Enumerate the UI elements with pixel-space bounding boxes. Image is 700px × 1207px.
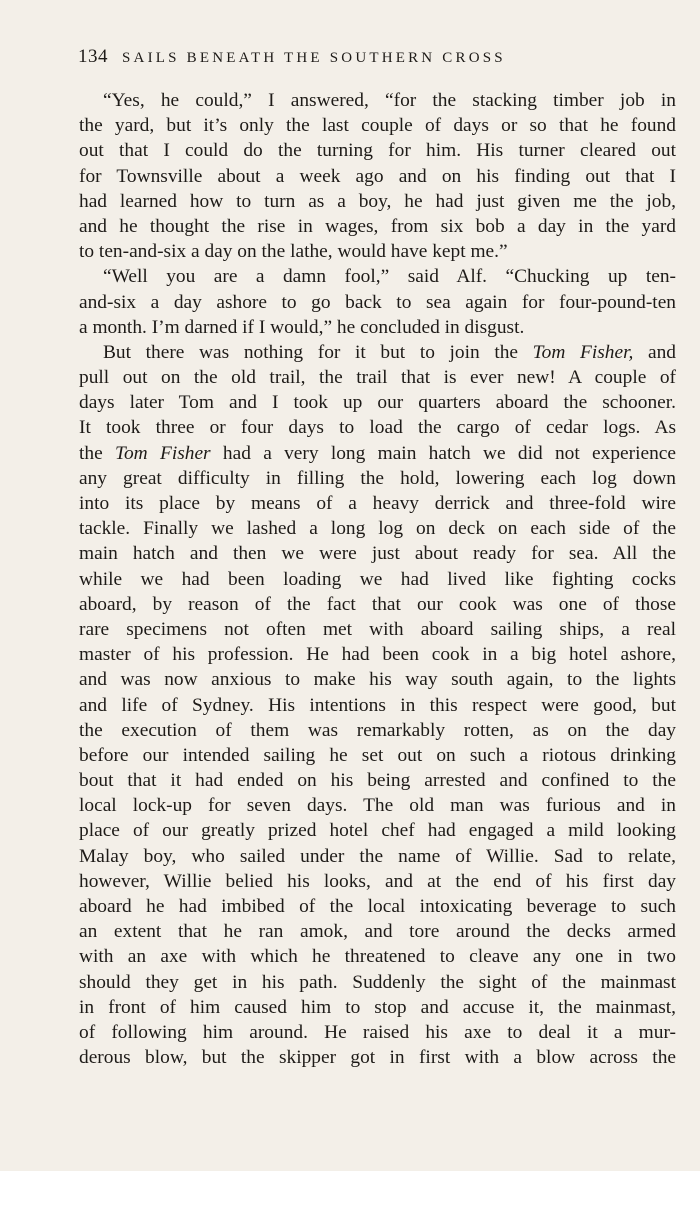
- text-line: [79, 768, 676, 793]
- text-line-segment: days later Tom and I took up our quarters aboard the schooner.: [79, 392, 676, 414]
- text-line-segment: local lock-up for seven days. The old man was furious and in: [79, 795, 676, 817]
- text-line-segment: out that I could do the turning for him. His turner cleared out: [79, 140, 676, 162]
- text-line-segment: aboard, by reason of the fact that our cook was one of those: [79, 593, 676, 615]
- text-line-segment: in front of him caused him to stop and accuse it, the mainmast,: [79, 996, 676, 1018]
- text-line-segment: and-six a day ashore to go back to sea again for four-pound-ten: [79, 291, 676, 313]
- text-line: [79, 592, 676, 617]
- page-number: 134: [78, 46, 108, 67]
- text-line-segment: and: [633, 341, 676, 363]
- text-line-segment: It took three or four days to load the cargo of cedar logs. As: [79, 417, 676, 439]
- text-line: [79, 844, 676, 869]
- text-line-segment: an extent that he ran amok, and tore around the decks armed: [79, 921, 676, 943]
- text-line-segment: and was now anxious to make his way south again, to the lights: [79, 669, 676, 691]
- text-line: [79, 88, 676, 113]
- text-line: [79, 995, 676, 1020]
- text-line-segment: while we had been loading we had lived like fighting cocks: [79, 568, 676, 590]
- text-line-segment: bout that it had ended on his being arrested and confined to the: [79, 770, 676, 792]
- text-line-segment: and life of Sydney. His intentions in this respect were good, but: [79, 694, 676, 716]
- text-line: [79, 290, 676, 315]
- text-line: [79, 239, 676, 264]
- text-line-segment: the execution of them was remarkably rotten, as on the day: [79, 719, 676, 741]
- text-line-segment: and he thought the rise in wages, from six bob a day in the yard: [79, 215, 676, 237]
- text-line-segment: before our intended sailing he set out on such a riotous drinking: [79, 744, 676, 766]
- text-line: [79, 113, 676, 138]
- text-line: [79, 667, 676, 692]
- text-line: [79, 642, 676, 667]
- text-line-segment: Malay boy, who sailed under the name of Willie. Sad to relate,: [79, 845, 676, 867]
- running-title: SAILS BENEATH THE SOUTHERN CROSS: [122, 50, 506, 66]
- text-line-segment: a month. I’m darned if I would,” he concluded in disgust.: [79, 316, 525, 338]
- text-line: [79, 189, 676, 214]
- text-line: [79, 567, 676, 592]
- text-line: [79, 390, 676, 415]
- text-line: [79, 466, 676, 491]
- text-line: [79, 743, 676, 768]
- text-line: [79, 541, 676, 566]
- ship-name-italic: Tom Fisher,: [532, 341, 634, 363]
- text-line: [79, 164, 676, 189]
- running-head: [78, 46, 648, 72]
- text-line: [79, 818, 676, 843]
- text-line-segment: the yard, but it’s only the last couple of days or so that he found: [79, 115, 676, 137]
- text-line-segment: had a very long main hatch we did not experience: [210, 442, 676, 464]
- page-bottom-margin: [0, 1171, 700, 1207]
- text-line: [79, 264, 676, 289]
- text-line-segment: main hatch and then we were just about ready for sea. All the: [79, 543, 676, 565]
- text-line: [79, 894, 676, 919]
- text-line: [79, 970, 676, 995]
- text-line: [79, 793, 676, 818]
- text-line: [79, 516, 676, 541]
- text-line-segment: should they get in his path. Suddenly the sight of the mainmast: [79, 971, 676, 993]
- text-line: [79, 441, 676, 466]
- ship-name-italic: Tom Fisher: [114, 442, 211, 464]
- text-line-segment: “Well you are a damn fool,” said Alf. “Chucking up ten-: [103, 266, 676, 288]
- text-line: [79, 491, 676, 516]
- text-line-segment: the: [79, 442, 115, 464]
- text-line: [79, 617, 676, 642]
- text-line: [79, 1020, 676, 1045]
- text-line-segment: “Yes, he could,” I answered, “for the stacking timber job in: [103, 90, 676, 111]
- body-text: [79, 88, 676, 1070]
- text-line: [79, 1045, 676, 1070]
- text-line: [79, 415, 676, 440]
- text-line-segment: any great difficulty in filling the hold, lowering each log down: [79, 467, 676, 489]
- text-line: [79, 365, 676, 390]
- text-line-segment: had learned how to turn as a boy, he had just given me the job,: [79, 190, 676, 212]
- text-line-segment: aboard he had imbibed of the local intoxicating beverage to such: [79, 896, 676, 917]
- text-line-segment: derous blow, but the skipper got in first with a blow across the: [79, 1047, 676, 1069]
- text-line: [79, 718, 676, 743]
- text-line-segment: to ten-and-six a day on the lathe, would have kept me.”: [79, 241, 508, 263]
- text-line-segment: But there was nothing for it but to join the: [103, 341, 533, 363]
- text-line: [79, 138, 676, 163]
- text-line: [79, 315, 676, 340]
- text-line-segment: of following him around. He raised his axe to deal it a mur-: [79, 1021, 676, 1043]
- text-line: [79, 693, 676, 718]
- text-line-segment: for Townsville about a week ago and on his finding out that I: [79, 165, 676, 187]
- text-line: [79, 869, 676, 894]
- text-line-segment: place of our greatly prized hotel chef had engaged a mild looking: [79, 820, 676, 842]
- text-line-segment: tackle. Finally we lashed a long log on deck on each side of the: [79, 518, 676, 540]
- text-line-segment: with an axe with which he threatened to cleave any one in two: [79, 946, 676, 968]
- text-line-segment: into its place by means of a heavy derrick and three-fold wire: [79, 493, 676, 514]
- text-line-segment: master of his profession. He had been cook in a big hotel ashore,: [79, 644, 676, 666]
- text-line: [79, 919, 676, 944]
- text-line-segment: rare specimens not often met with aboard sailing ships, a real: [79, 618, 676, 640]
- text-line: [79, 944, 676, 969]
- text-line-segment: pull out on the old trail, the trail that is ever new! A couple of: [79, 367, 676, 389]
- text-line-segment: however, Willie belied his looks, and at the end of his first day: [79, 870, 676, 892]
- text-line: [79, 214, 676, 239]
- text-line: [79, 340, 676, 365]
